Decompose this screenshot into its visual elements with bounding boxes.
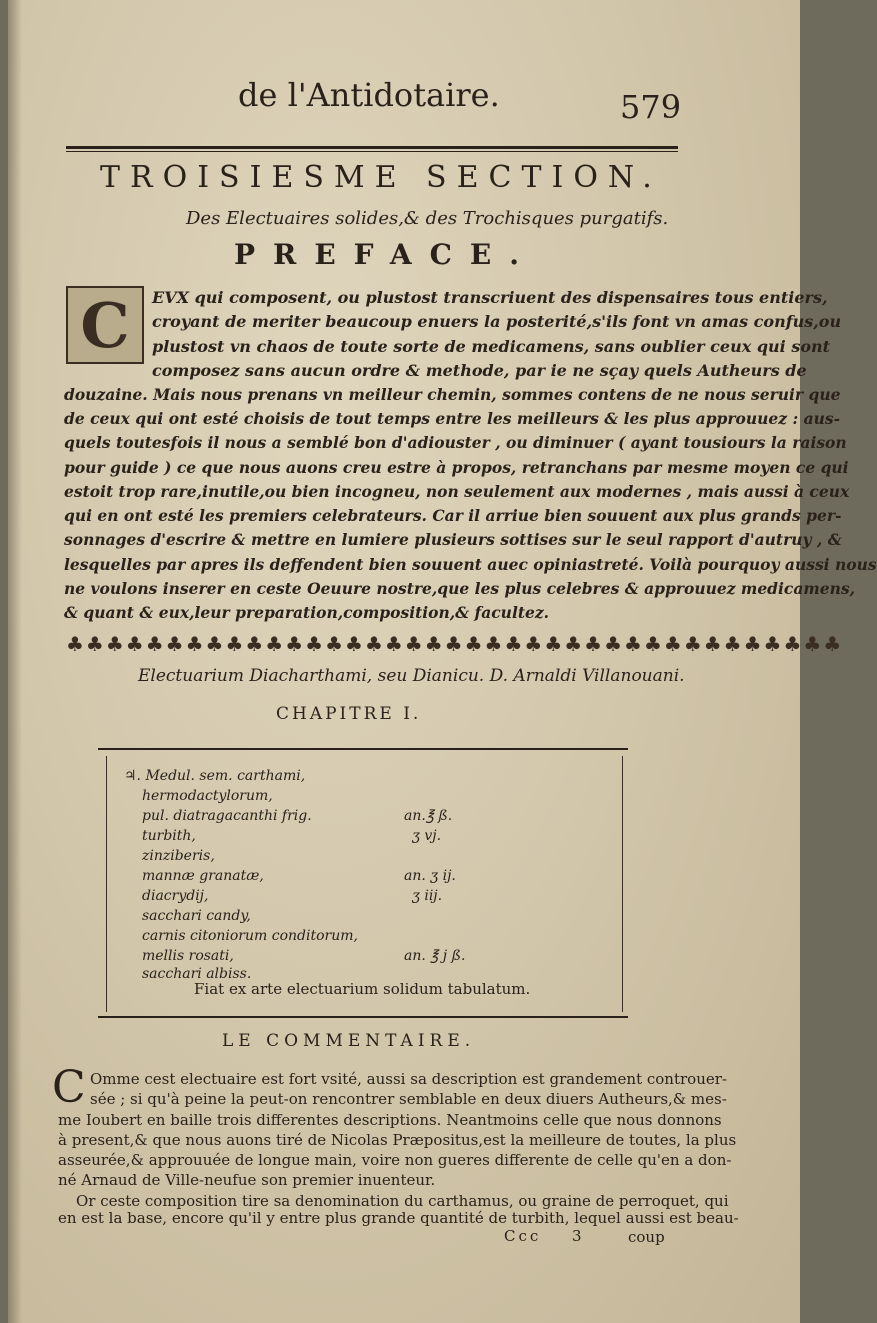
preface-line: de ceux qui ont esté choisis de tout temps entre les meilleurs & les plus approuuez : aus- (64, 409, 841, 428)
prescription-instruction: Fiat ex arte electuarium solidum tabulatum. (194, 980, 531, 998)
preface-line: qui en ont esté les premiers celebrateurs. Car il arriue bien souuent aux plus grands per- (64, 506, 842, 525)
commentary-line: Omme cest electuaire est fort vsité, aussi sa description est grandement controuer- (90, 1070, 727, 1088)
commentary-line: sée ; si qu'à peine la peut-on rencontrer semblable en deux diuers Autheurs,& mes- (90, 1090, 727, 1108)
header-rule-thin (66, 151, 678, 152)
commentary-line: à present,& que nous auons tiré de Nicolas Præpositus,est la meilleure de toutes, la plus (58, 1131, 737, 1149)
page-number: 579 (620, 88, 682, 126)
preface-line: douzaine. Mais nous prenans vn meilleur chemin, sommes contens de ne nous seruir que (64, 385, 841, 404)
ingredient-name: sacchari albiss. (142, 966, 252, 982)
commentary-line: Or ceste composition tire sa denomination du carthamus, ou graine de perroquet, qui (76, 1192, 729, 1210)
book-page (8, 0, 877, 1323)
ingredient-name: diacrydij, (142, 888, 209, 904)
decorated-initial: C (66, 286, 144, 364)
ingredient-name: zinziberis, (142, 848, 215, 864)
ingredient-name: carnis citoniorum conditorum, (142, 928, 358, 944)
preface-line: EVX qui composent, ou plustost transcriuent des dispensaires tous entiers, (152, 288, 828, 307)
page-spine-shadow (8, 0, 22, 1323)
preface-line: & quant & eux,leur preparation,composition,& facultez. (64, 603, 550, 622)
preface-line: estoit trop rare,inutile,ou bien incogneu, non seulement aux modernes , mais aussi à ceux (64, 482, 850, 501)
ingredient-quantity: ʒ iij. (412, 888, 443, 904)
ingredient-name: ♃. Medul. sem. carthami, (124, 768, 306, 784)
preface-line: plustost vn chaos de toute sorte de medicamens, sans oublier ceux qui sont (152, 337, 831, 356)
ingredient-quantity: ʒ vj. (412, 828, 442, 844)
preface-line: croyant de meriter beaucoup enuers la posterité,s'ils font vn amas confus,ou (152, 312, 842, 331)
chapter-heading: CHAPITRE I. (276, 704, 422, 724)
preface-heading: PREFACE. (234, 238, 538, 271)
preface-line: sonnages d'escrire & mettre en lumiere plusieurs sottises sur le seul rapport d'autruy , & (64, 530, 842, 549)
preface-line: pour guide ) ce que nous auons creu estre à propos, retranchans par mesme moyen ce qui (64, 458, 849, 477)
commentary-heading: LE COMMENTAIRE. (222, 1031, 476, 1051)
header-rule (66, 146, 678, 149)
section-subtitle: Des Electuaires solides,& des Trochisques purgatifs. (186, 208, 669, 229)
preface-line: lesquelles par apres ils deffendent bien souuent auec opiniastreté. Voilà pourquoy aussi nous (64, 555, 877, 574)
commentary-line: me Ioubert en baille trois differentes descriptions. Neantmoins celle que nous donnons (58, 1111, 722, 1129)
section-title: TROISIESME SECTION. (100, 160, 662, 195)
ingredient-name: mellis rosati, (142, 948, 234, 964)
commentary-line: né Arnaud de Ville-neufue son premier inuenteur. (58, 1171, 436, 1189)
ingredient-name: sacchari candy, (142, 908, 251, 924)
preface-line: quels toutesfois il nous a semblé bon d'adiouster , ou diminuer ( ayant tousiours la raison (64, 433, 847, 452)
preface-line: ne voulons inserer en ceste Oeuure nostre,que les plus celebres & approuuez medicamens, (64, 579, 856, 598)
prescription-right-rule (622, 756, 623, 1012)
prescription-bottom-rule (98, 1016, 628, 1018)
ornament-band: ♣♣♣♣♣♣♣♣♣♣♣♣♣♣♣♣♣♣♣♣♣♣♣♣♣♣♣♣♣♣♣♣♣♣♣♣♣♣♣ (66, 632, 844, 656)
commentary-initial: C (52, 1062, 86, 1113)
ingredient-quantity: an.℥ ß. (404, 808, 453, 824)
catchword: coup (628, 1228, 665, 1246)
prescription-top-rule (98, 748, 628, 750)
signature-number: 3 (572, 1227, 582, 1245)
commentary-line: en est la base, encore qu'il y entre plus grande quantité de turbith, lequel aussi est beau- (58, 1209, 739, 1227)
ingredient-name: hermodactylorum, (142, 788, 273, 804)
signature-mark: Ccc (504, 1227, 542, 1245)
preface-line: composez sans aucun ordre & methode, par ie ne sçay quels Autheurs de (152, 361, 807, 380)
running-title: de l'Antidotaire. (238, 76, 500, 114)
ingredient-name: turbith, (142, 828, 196, 844)
ingredient-quantity: an. ℥ j ß. (404, 948, 466, 964)
recipe-title: Electuarium Diacharthami, seu Dianicu. D. Arnaldi Villanouani. (138, 666, 685, 686)
ingredient-name: pul. diatragacanthi frig. (142, 808, 312, 824)
ingredient-quantity: an. ʒ ij. (404, 868, 456, 884)
ingredient-name: mannæ granatæ, (142, 868, 264, 884)
prescription-left-rule (106, 756, 107, 1012)
commentary-line: asseurée,& approuuée de longue main, voire non gueres differente de celle qu'en a don- (58, 1151, 732, 1169)
